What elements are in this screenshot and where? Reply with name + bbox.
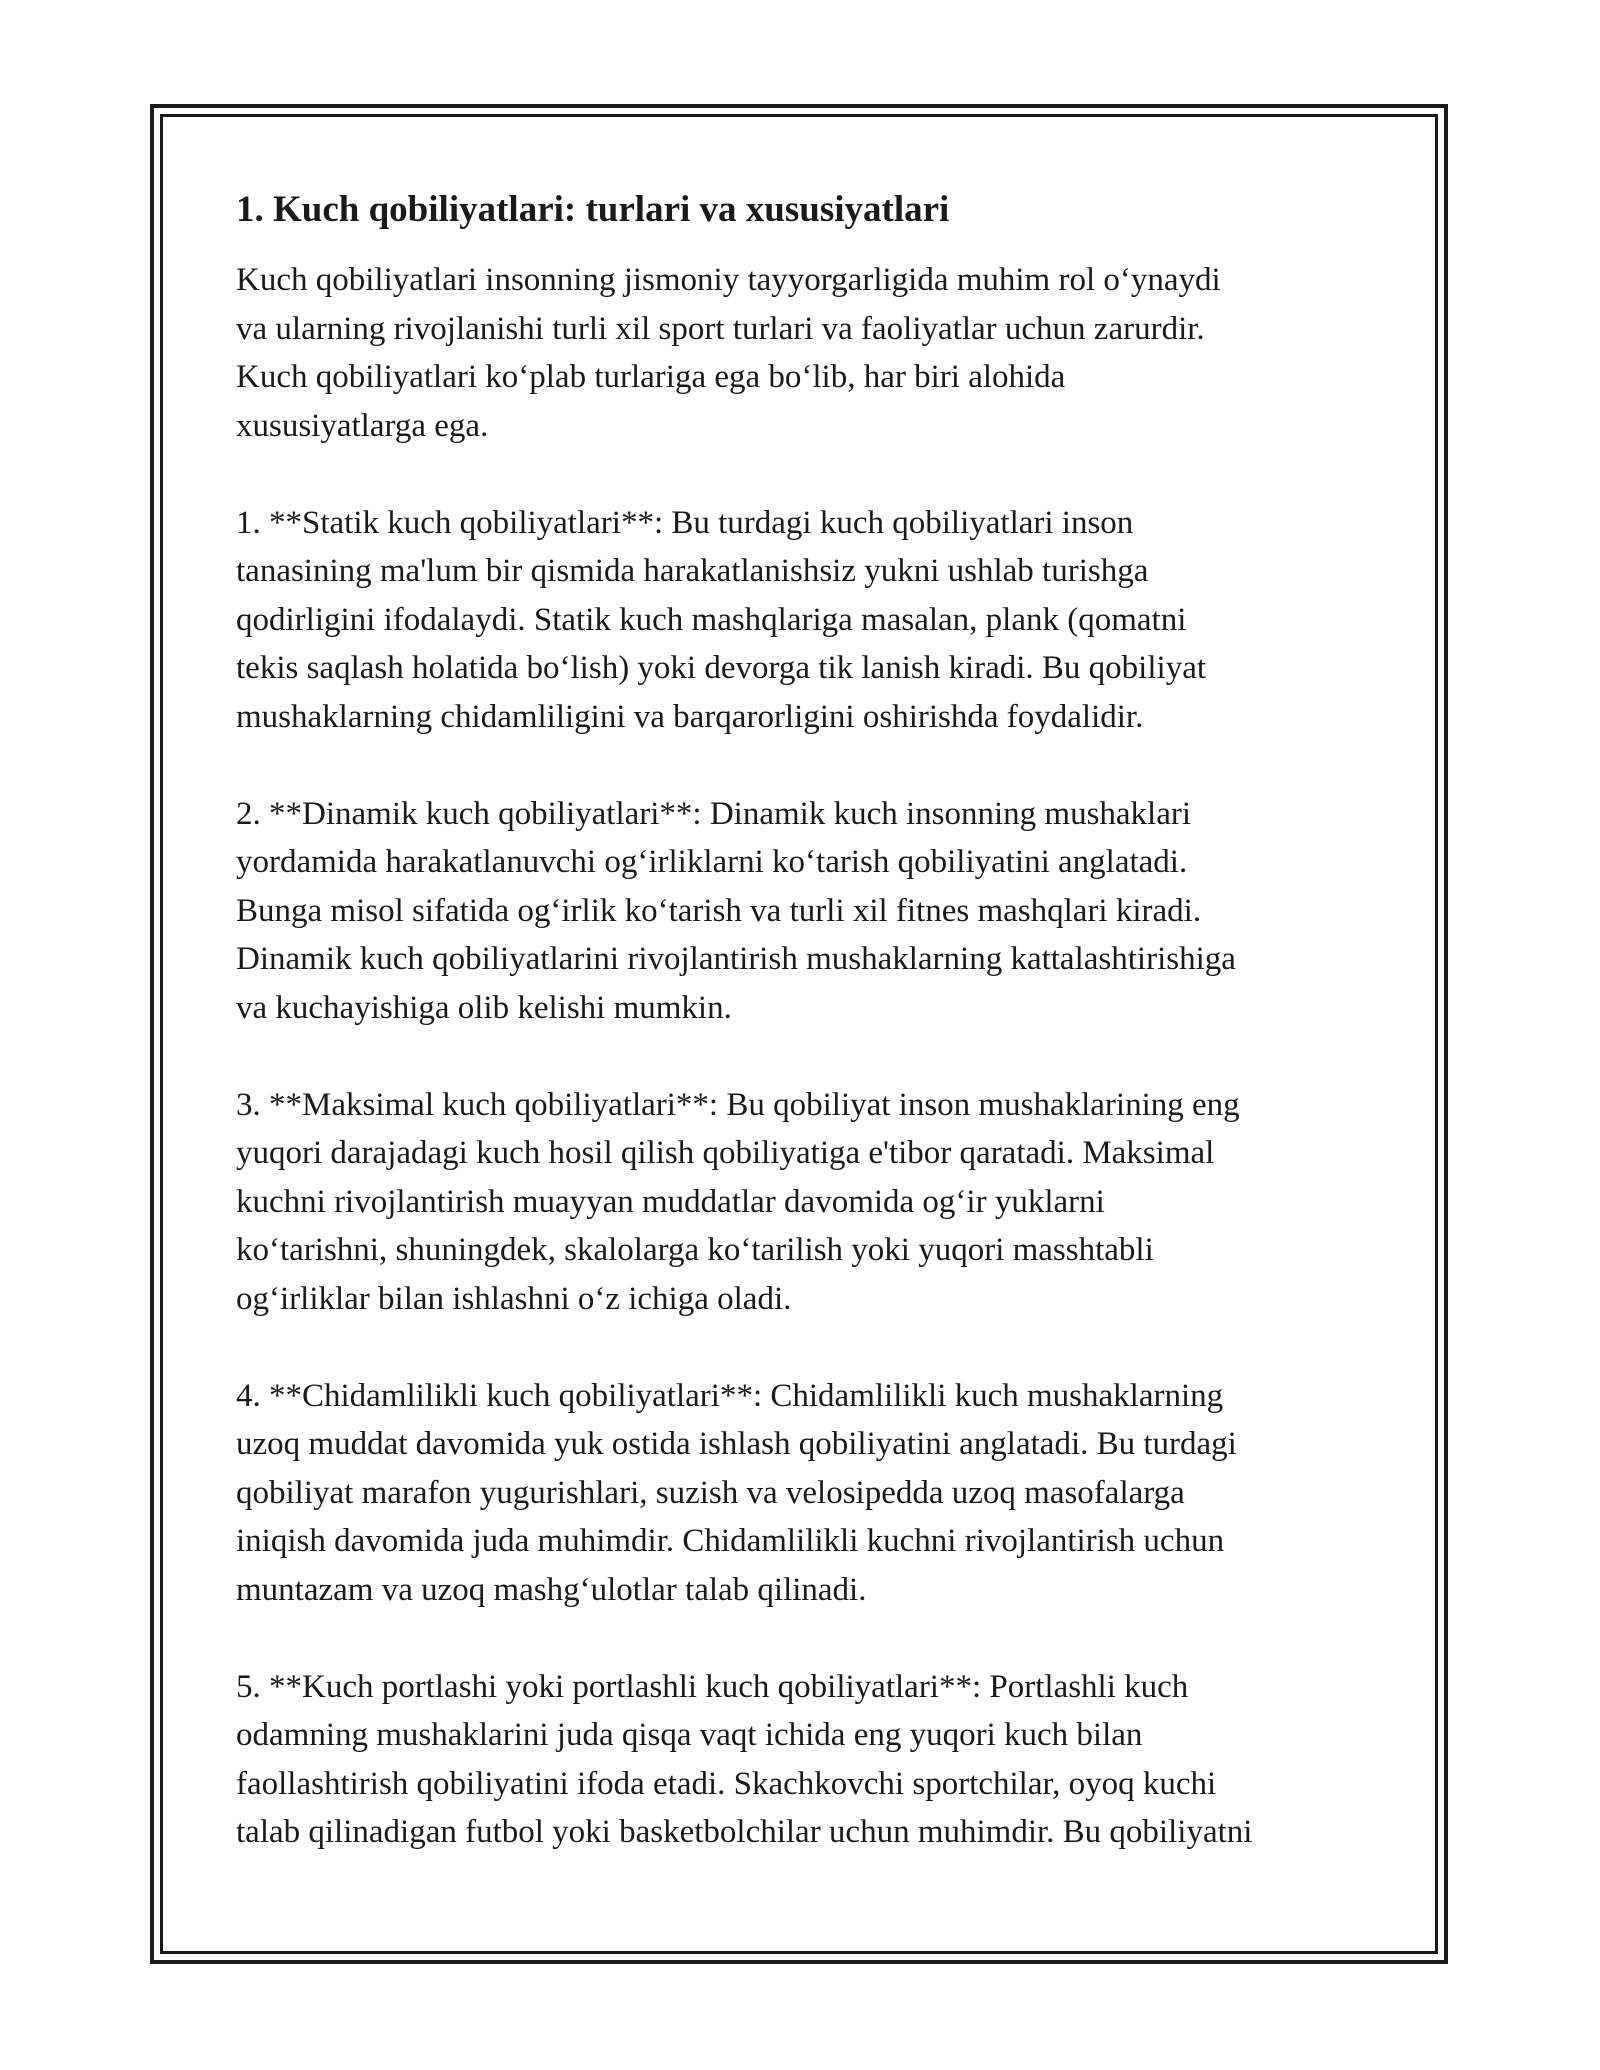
text-line: Kuch qobiliyatlari insonning jismoniy tayyorgarligida muhim rol o‘ynaydi (236, 262, 1221, 298)
text-line: 4. **Chidamlilikli kuch qobiliyatlari**: Chidamlilikli kuch mushaklarning (236, 1377, 1224, 1414)
text-line: muntazam va uzoq mashg‘ulotlar talab qilinadi. (236, 1571, 867, 1608)
text-line: 2. **Dinamik kuch qobiliyatlari**: Dinamik kuch insonning mushaklari (236, 795, 1192, 832)
text-line: yuqori darajadagi kuch hosil qilish qobiliyatiga e'tibor qaratadi. Maksimal (236, 1135, 1215, 1171)
dynamic-strength-paragraph (236, 790, 1396, 1033)
text-line: og‘irliklar bilan ishlashni o‘z ichiga oladi. (236, 1280, 792, 1317)
text-line: yordamida harakatlanuvchi og‘irliklarni ko‘tarish qobiliyatini anglatadi. (236, 844, 1188, 880)
text-line: odamning mushaklarini juda qisqa vaqt ichida eng yuqori kuch bilan (236, 1717, 1143, 1753)
text-line: tanasining ma'lum bir qismida harakatlanishsiz yukni ushlab turishga (236, 553, 1149, 589)
static-strength-paragraph (236, 499, 1396, 742)
document-body (236, 186, 1396, 1905)
text-line: Kuch qobiliyatlari ko‘plab turlariga ega bo‘lib, har biri alohida (236, 359, 1066, 395)
text-line: va kuchayishiga olib kelishi mumkin. (236, 989, 732, 1026)
text-line: Bunga misol sifatida og‘irlik ko‘tarish va turli xil fitnes mashqlari kiradi. (236, 892, 1202, 929)
text-line: Dinamik kuch qobiliyatlarini rivojlantirish mushaklarning kattalashtirishiga (236, 941, 1236, 977)
text-line: qobiliyat marafon yugurishlari, suzish va velosipedda uzoq masofalarga (236, 1474, 1185, 1511)
text-line: qodirligini ifodalaydi. Statik kuch mashqlariga masalan, plank (qomatni (236, 601, 1187, 638)
text-line: talab qilinadigan futbol yoki basketbolchilar uchun muhimdir. Bu qobiliyatni (236, 1814, 1253, 1850)
text-line: 1. **Statik kuch qobiliyatlari**: Bu turdagi kuch qobiliyatlari inson (236, 504, 1134, 541)
section-heading: 1. Kuch qobiliyatlari: turlari va xususiyatlari (236, 189, 950, 230)
maximal-strength-paragraph (236, 1081, 1396, 1324)
intro-paragraph (236, 256, 1396, 450)
text-line: xususiyatlarga ega. (236, 407, 489, 444)
explosive-strength-paragraph (236, 1663, 1396, 1857)
text-line: uzoq muddat davomida yuk ostida ishlash qobiliyatini anglatadi. Bu turdagi (236, 1426, 1237, 1462)
text-line: ko‘tarishni, shuningdek, skalolarga ko‘tarilish yoki yuqori masshtabli (236, 1232, 1154, 1268)
endurance-strength-paragraph (236, 1372, 1396, 1615)
text-line: 3. **Maksimal kuch qobiliyatlari**: Bu qobiliyat inson mushaklarining eng (236, 1086, 1240, 1123)
text-line: va ularning rivojlanishi turli xil sport turlari va faoliyatlar uchun zarurdir. (236, 310, 1205, 347)
text-line: tekis saqlash holatida bo‘lish) yoki devorga tik lanish kiradi. Bu qobiliyat (236, 650, 1207, 686)
text-line: 5. **Kuch portlashi yoki portlashli kuch qobiliyatlari**: Portlashli kuch (236, 1668, 1189, 1705)
text-line: faollashtirish qobiliyatini ifoda etadi. Skachkovchi sportchilar, oyoq kuchi (236, 1765, 1217, 1802)
text-line: kuchni rivojlantirish muayyan muddatlar davomida og‘ir yuklarni (236, 1183, 1105, 1220)
text-line: mushaklarning chidamliligini va barqarorligini oshirishda foydalidir. (236, 698, 1144, 735)
text-line: iniqish davomida juda muhimdir. Chidamlilikli kuchni rivojlantirish uchun (236, 1523, 1225, 1559)
